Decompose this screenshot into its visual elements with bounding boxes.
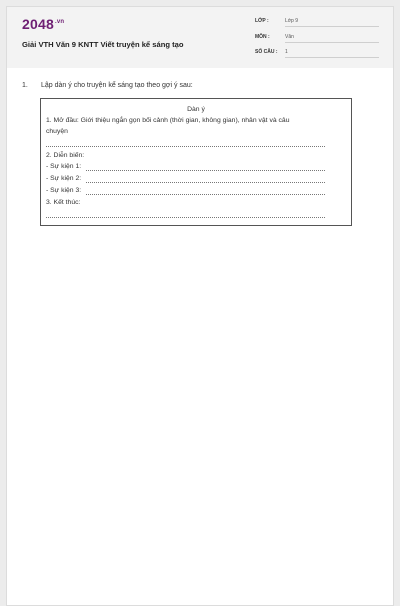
answer-line[interactable] [86,170,325,171]
worksheet-header [7,7,393,68]
worksheet [6,6,394,606]
outline-intro-line: 1. Mở đầu: Giới thiệu ngắn gọn bối cảnh (thời gian, không gian), nhân vật và câu [46,117,290,124]
answer-line[interactable] [46,146,325,147]
answer-line[interactable] [46,217,325,218]
question-number: 1. [22,82,28,89]
outline-title: Dàn ý [187,106,205,113]
site-logo[interactable] [22,16,64,32]
meta-subject-value: Văn [285,34,379,43]
meta-question-count [255,49,379,60]
outline-intro-line-cont: chuyện [46,128,68,135]
meta-subject [255,34,379,45]
outline-body-heading: 2. Diễn biến: [46,152,85,159]
meta-question-count-label: SỐ CÂU : [255,49,278,55]
logo-text: 2048 [22,16,54,32]
meta-class-label: LỚP : [255,18,269,24]
question-text: Lập dàn ý cho truyện kể sáng tạo theo gợi ý sau: [41,82,193,89]
outline-box [40,98,352,226]
meta-class [255,18,379,29]
outline-event-1: - Sự kiện 1: [46,163,82,170]
document-title: Giải VTH Văn 9 KNTT Viết truyện kể sáng tạo [22,40,184,49]
answer-line[interactable] [86,194,325,195]
outline-ending: 3. Kết thúc: [46,199,81,206]
meta-subject-label: MÔN : [255,34,270,40]
outline-event-2: - Sự kiện 2: [46,175,82,182]
meta-class-value: Lớp 9 [285,18,379,27]
logo-suffix: .vn [54,19,65,26]
outline-event-3: - Sự kiện 3: [46,187,82,194]
meta-question-count-value: 1 [285,49,379,58]
answer-line[interactable] [86,182,325,183]
